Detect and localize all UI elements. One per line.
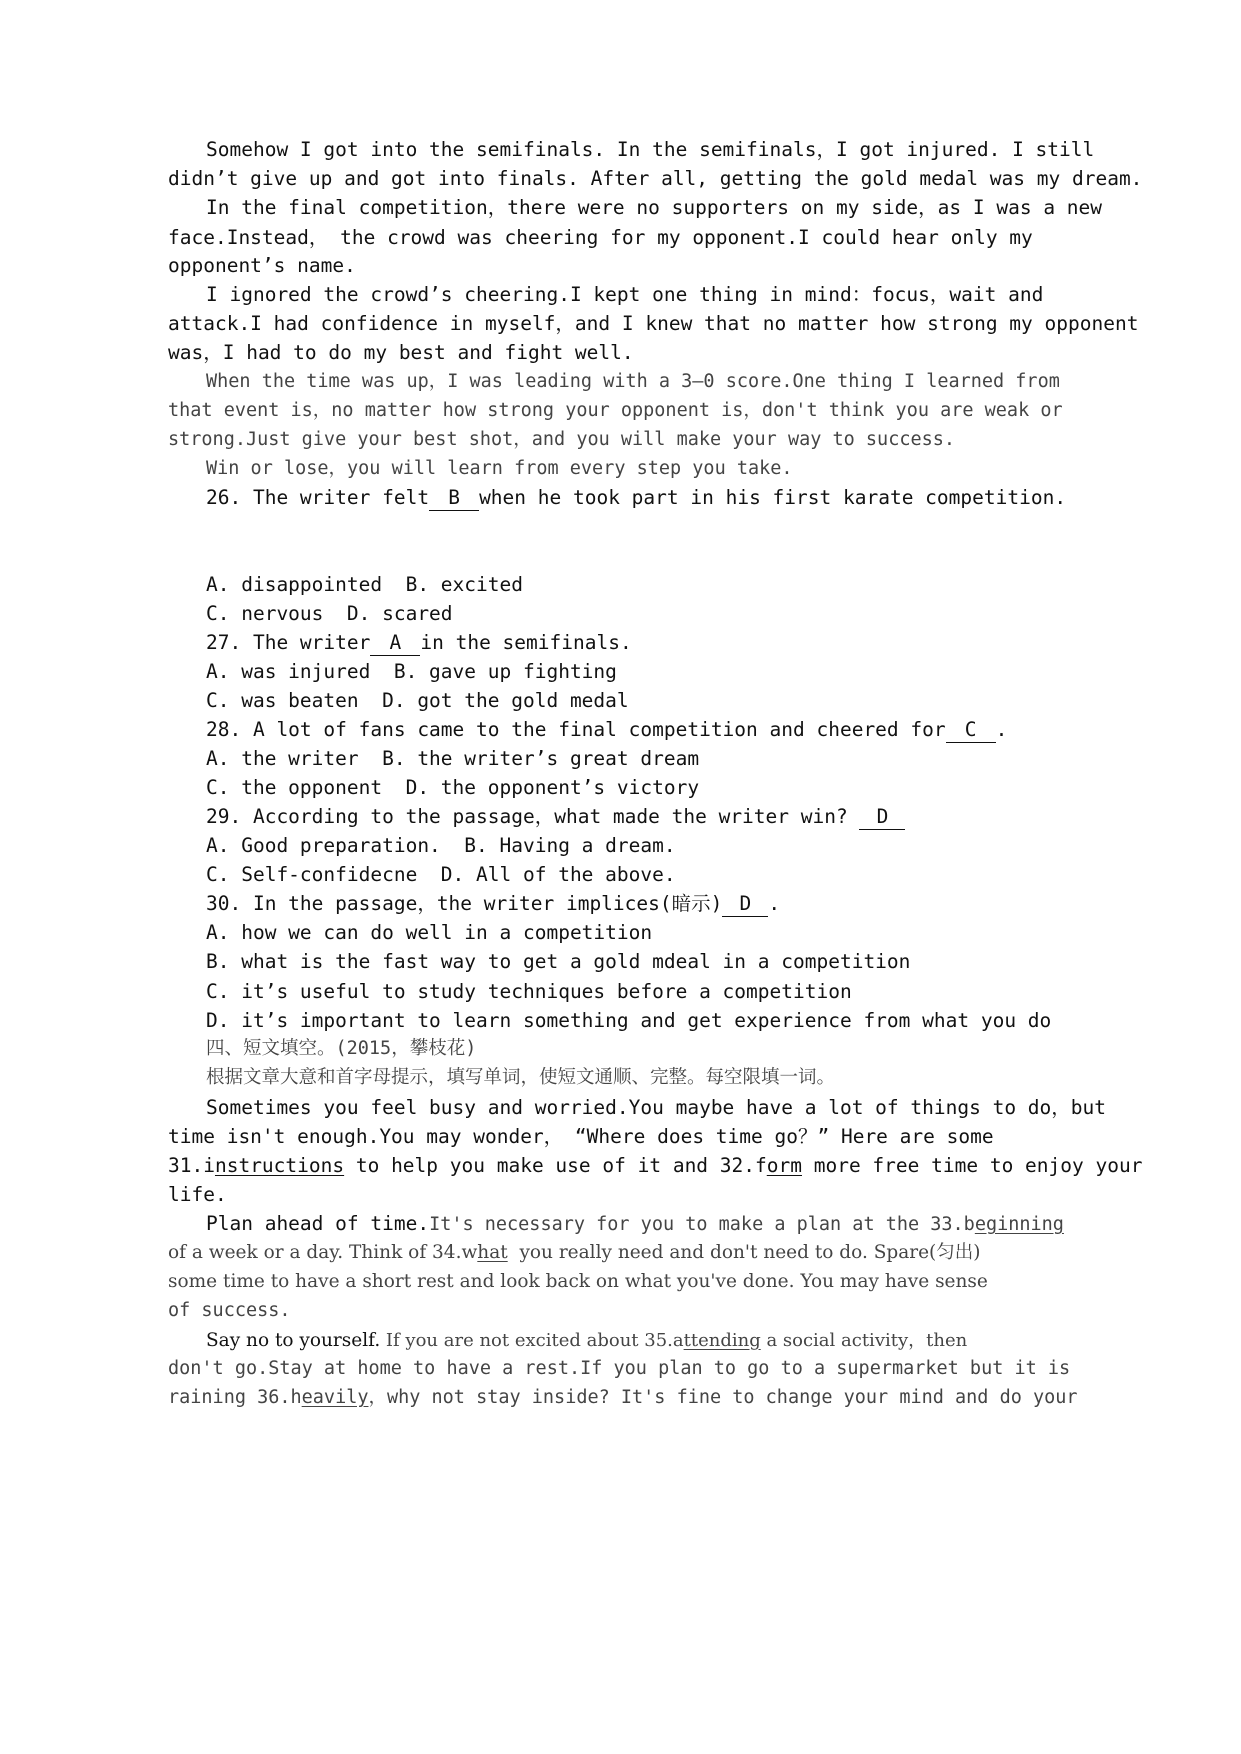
blank-number: 31.i <box>168 1154 215 1177</box>
options-ab: A. disappointed B. excited <box>206 573 523 596</box>
paragraph-line: attack.I had confidence in myself，and I knew that no matter how strong my opponent <box>168 312 1139 335</box>
question-stem: 30. In the passage，the writer implices(暗示) <box>206 892 723 915</box>
paragraph-line: some time to have a short rest and look back on what you've done. You may have sense <box>168 1271 988 1292</box>
paragraph-line <box>168 1152 1142 1180</box>
paragraph-line: didn’t give up and got into finals. After all, getting the gold medal was my dream. <box>168 167 1143 190</box>
text-run: ，why not stay inside? It's fine to change your mind and do your <box>368 1387 1078 1408</box>
question-stem: when he took part in his first karate competition. <box>479 486 1067 509</box>
options-ab: A. was injured B. gave up fighting <box>206 660 617 683</box>
filled-blank-34: hat <box>477 1242 508 1263</box>
options-ab: A. Good preparation. B. Having a dream. <box>206 834 676 857</box>
answer-blank: D <box>722 892 768 917</box>
answer-blank: B <box>429 486 479 511</box>
text-run: to help you make use of it and 32.f <box>344 1154 767 1177</box>
text-run: of a week or a day. Think of 34.w <box>168 1242 478 1263</box>
text-run: more free time to enjoy your <box>801 1154 1143 1177</box>
filled-blank-35: ttending <box>683 1330 761 1351</box>
paragraph-heading: Plan ahead of time. <box>206 1212 430 1235</box>
question-stem: 29. According to the passage，what made the writer win? <box>206 805 860 828</box>
question-27 <box>206 629 632 657</box>
paragraph-line: In the final competition，there were no supporters on my side，as I was a new <box>206 196 1103 219</box>
answer-blank: A <box>370 631 420 656</box>
answer-blank: C <box>946 718 996 743</box>
text-run: a social activity，then <box>760 1330 968 1351</box>
paragraph-line <box>168 1239 981 1267</box>
paragraph-line: of success. <box>168 1300 291 1321</box>
options-ab: A. the writer B. the writer’s great dream <box>206 747 700 770</box>
text-run: raining 36.h <box>168 1387 302 1408</box>
paragraph-line: Win or lose，you will learn from every step you take. <box>206 458 793 479</box>
options-cd: C. the opponent D. the opponent’s victory <box>206 776 700 799</box>
question-stem: . <box>768 892 781 915</box>
paragraph-line <box>168 1384 1078 1412</box>
paragraph-line: Somehow I got into the semifinals. In the semifinals，I got injured. I still <box>206 138 1095 161</box>
paragraph-line: face.Instead， the crowd was cheering for my opponent.I could hear only my <box>168 226 1033 249</box>
question-stem: in the semifinals. <box>420 631 632 654</box>
question-stem: 26. The writer felt <box>206 486 430 509</box>
answer-blank: D <box>859 805 905 830</box>
paragraph-line: time isn't enough.You may wonder， “Where does time go？” Here are some <box>168 1125 994 1148</box>
section-instruction: 根据文章大意和首字母提示，填写单词，使短文通顺、完整。每空限填一词。 <box>206 1067 836 1088</box>
paragraph-line: don't go.Stay at home to have a rest.If you plan to go to a supermarket but it is <box>168 1358 1071 1379</box>
option-d: D. it’s important to learn something and get experience from what you do <box>206 1009 1052 1032</box>
paragraph-line: that event is，no matter how strong your opponent is，don't think you are weak or <box>168 400 1063 421</box>
question-stem: 28. A lot of fans came to the final competition and cheered for <box>206 718 946 741</box>
paragraph-line: life. <box>168 1183 227 1206</box>
paragraph-line: I ignored the crowd’s cheering.I kept one thing in mind：focus，wait and <box>206 283 1044 306</box>
filled-blank-33: eginning <box>974 1214 1064 1235</box>
question-stem: . <box>995 718 1008 741</box>
question-30 <box>206 890 780 918</box>
filled-blank-31: nstructions <box>214 1154 345 1177</box>
paragraph-line <box>206 1326 967 1355</box>
paragraph-line: strong.Just give your best shot，and you will make your way to success. <box>168 429 956 450</box>
question-28 <box>206 716 1007 744</box>
question-29 <box>206 803 905 831</box>
paragraph-heading: Say no to yourself. <box>206 1330 381 1351</box>
options-cd: C. Self-confidecne D. All of the above. <box>206 863 676 886</box>
text-run: If you are not excited about 35.a <box>380 1330 684 1351</box>
paragraph-line: When the time was up，I was leading with a 3—0 score.One thing I learned from <box>206 371 1060 392</box>
option-a: A. how we can do well in a competition <box>206 921 653 944</box>
section-title: 四、短文填空。(2015，攀枝花) <box>206 1038 477 1059</box>
option-b: B. what is the fast way to get a gold mdeal in a competition <box>206 950 911 973</box>
question-stem: 27. The writer <box>206 631 371 654</box>
paragraph-line: Sometimes you feel busy and worried.You maybe have a lot of things to do，but <box>206 1096 1106 1119</box>
text-run: It's necessary for you to make a plan at the 33.b <box>429 1214 975 1235</box>
text-run: you really need and don't need to do. Spare(匀出) <box>507 1242 981 1263</box>
paragraph-line: was，I had to do my best and fight well. <box>168 341 634 364</box>
paragraph-line: opponent’s name. <box>168 254 356 277</box>
options-cd: C. nervous D. scared <box>206 602 453 625</box>
option-c: C. it’s useful to study techniques before a competition <box>206 980 852 1003</box>
filled-blank-36: eavily <box>301 1387 369 1408</box>
paragraph-line <box>206 1210 1064 1239</box>
question-26 <box>206 484 1066 512</box>
filled-blank-32: orm <box>766 1154 802 1177</box>
options-cd: C. was beaten D. got the gold medal <box>206 689 629 712</box>
